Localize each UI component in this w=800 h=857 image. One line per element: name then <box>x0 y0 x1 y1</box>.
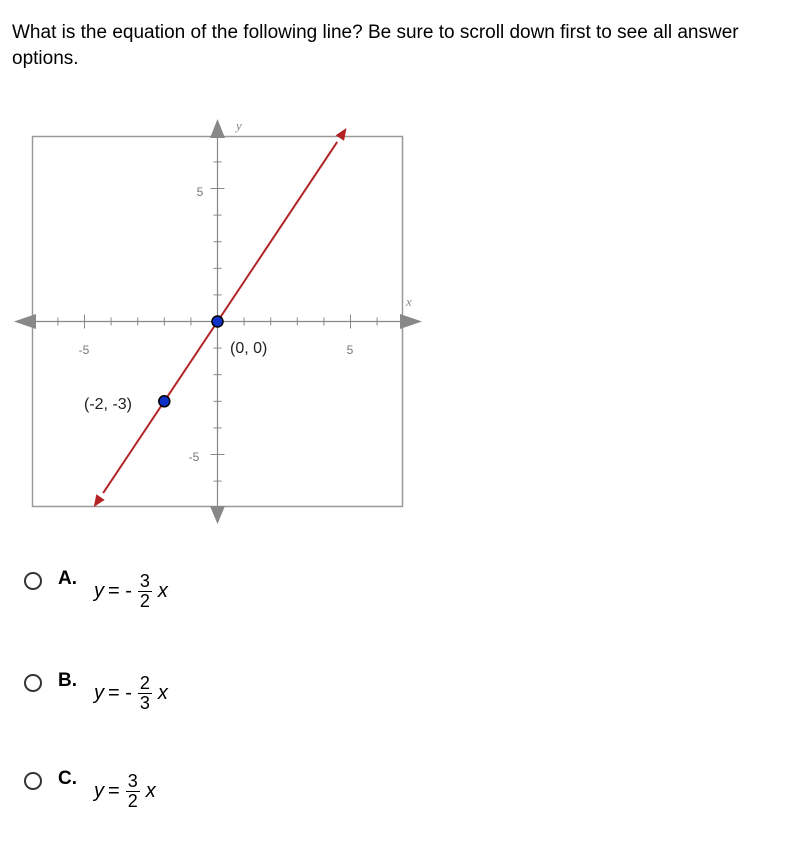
option-c-x: x <box>145 780 156 802</box>
y-axis-top-arrow <box>210 119 225 138</box>
point-label-origin: (0, 0) <box>230 340 268 357</box>
x-axis-right-arrow <box>400 314 422 329</box>
option-b-numerator: 2 <box>139 673 150 693</box>
option-b-x: x <box>157 682 168 704</box>
graph-point-1 <box>159 396 170 407</box>
y-axis-bottom-arrow <box>210 506 225 524</box>
option-a[interactable] <box>24 570 324 640</box>
option-c-equation <box>94 772 156 811</box>
option-c-letter: C. <box>58 768 77 789</box>
question-text: What is the equation of the following line? Be sure to scroll down first to see all answer options. <box>12 22 739 69</box>
option-c-radio[interactable] <box>24 772 42 790</box>
graph-svg <box>12 116 432 530</box>
option-a-fraction <box>138 572 152 611</box>
y-tick-label-neg5: -5 <box>188 450 200 464</box>
option-b-letter: B. <box>58 670 77 691</box>
option-a-equals: = - <box>108 580 132 602</box>
option-a-x: x <box>157 580 168 602</box>
option-a-letter: A. <box>58 568 77 589</box>
x-tick-label-neg5: -5 <box>78 343 90 357</box>
line-graph <box>12 116 432 530</box>
option-a-y: y <box>94 580 104 602</box>
option-c-fraction <box>126 772 140 811</box>
option-a-radio[interactable] <box>24 572 42 590</box>
option-b-radio[interactable] <box>24 674 42 692</box>
option-c[interactable] <box>24 770 324 840</box>
option-c-numerator: 3 <box>127 771 138 791</box>
y-tick-label-5: 5 <box>196 185 204 199</box>
x-axis-left-arrow <box>14 314 36 329</box>
point-label-neg2-neg3: (-2, -3) <box>84 396 132 413</box>
option-b-y: y <box>94 682 104 704</box>
option-b-fraction <box>138 674 152 713</box>
y-axis-label: y <box>236 118 242 133</box>
option-a-equation <box>94 572 168 611</box>
option-b[interactable] <box>24 672 324 742</box>
option-c-y: y <box>94 780 104 802</box>
option-b-equals: = - <box>108 682 132 704</box>
option-a-numerator: 3 <box>139 571 150 591</box>
option-c-equals: = <box>108 780 120 802</box>
option-b-equation <box>94 674 168 713</box>
graph-point-0 <box>212 316 223 327</box>
x-axis-label: x <box>406 294 412 309</box>
option-c-denominator: 2 <box>127 791 138 811</box>
x-tick-label-5: 5 <box>346 343 354 357</box>
option-a-denominator: 2 <box>139 591 150 611</box>
option-b-denominator: 3 <box>139 693 150 713</box>
